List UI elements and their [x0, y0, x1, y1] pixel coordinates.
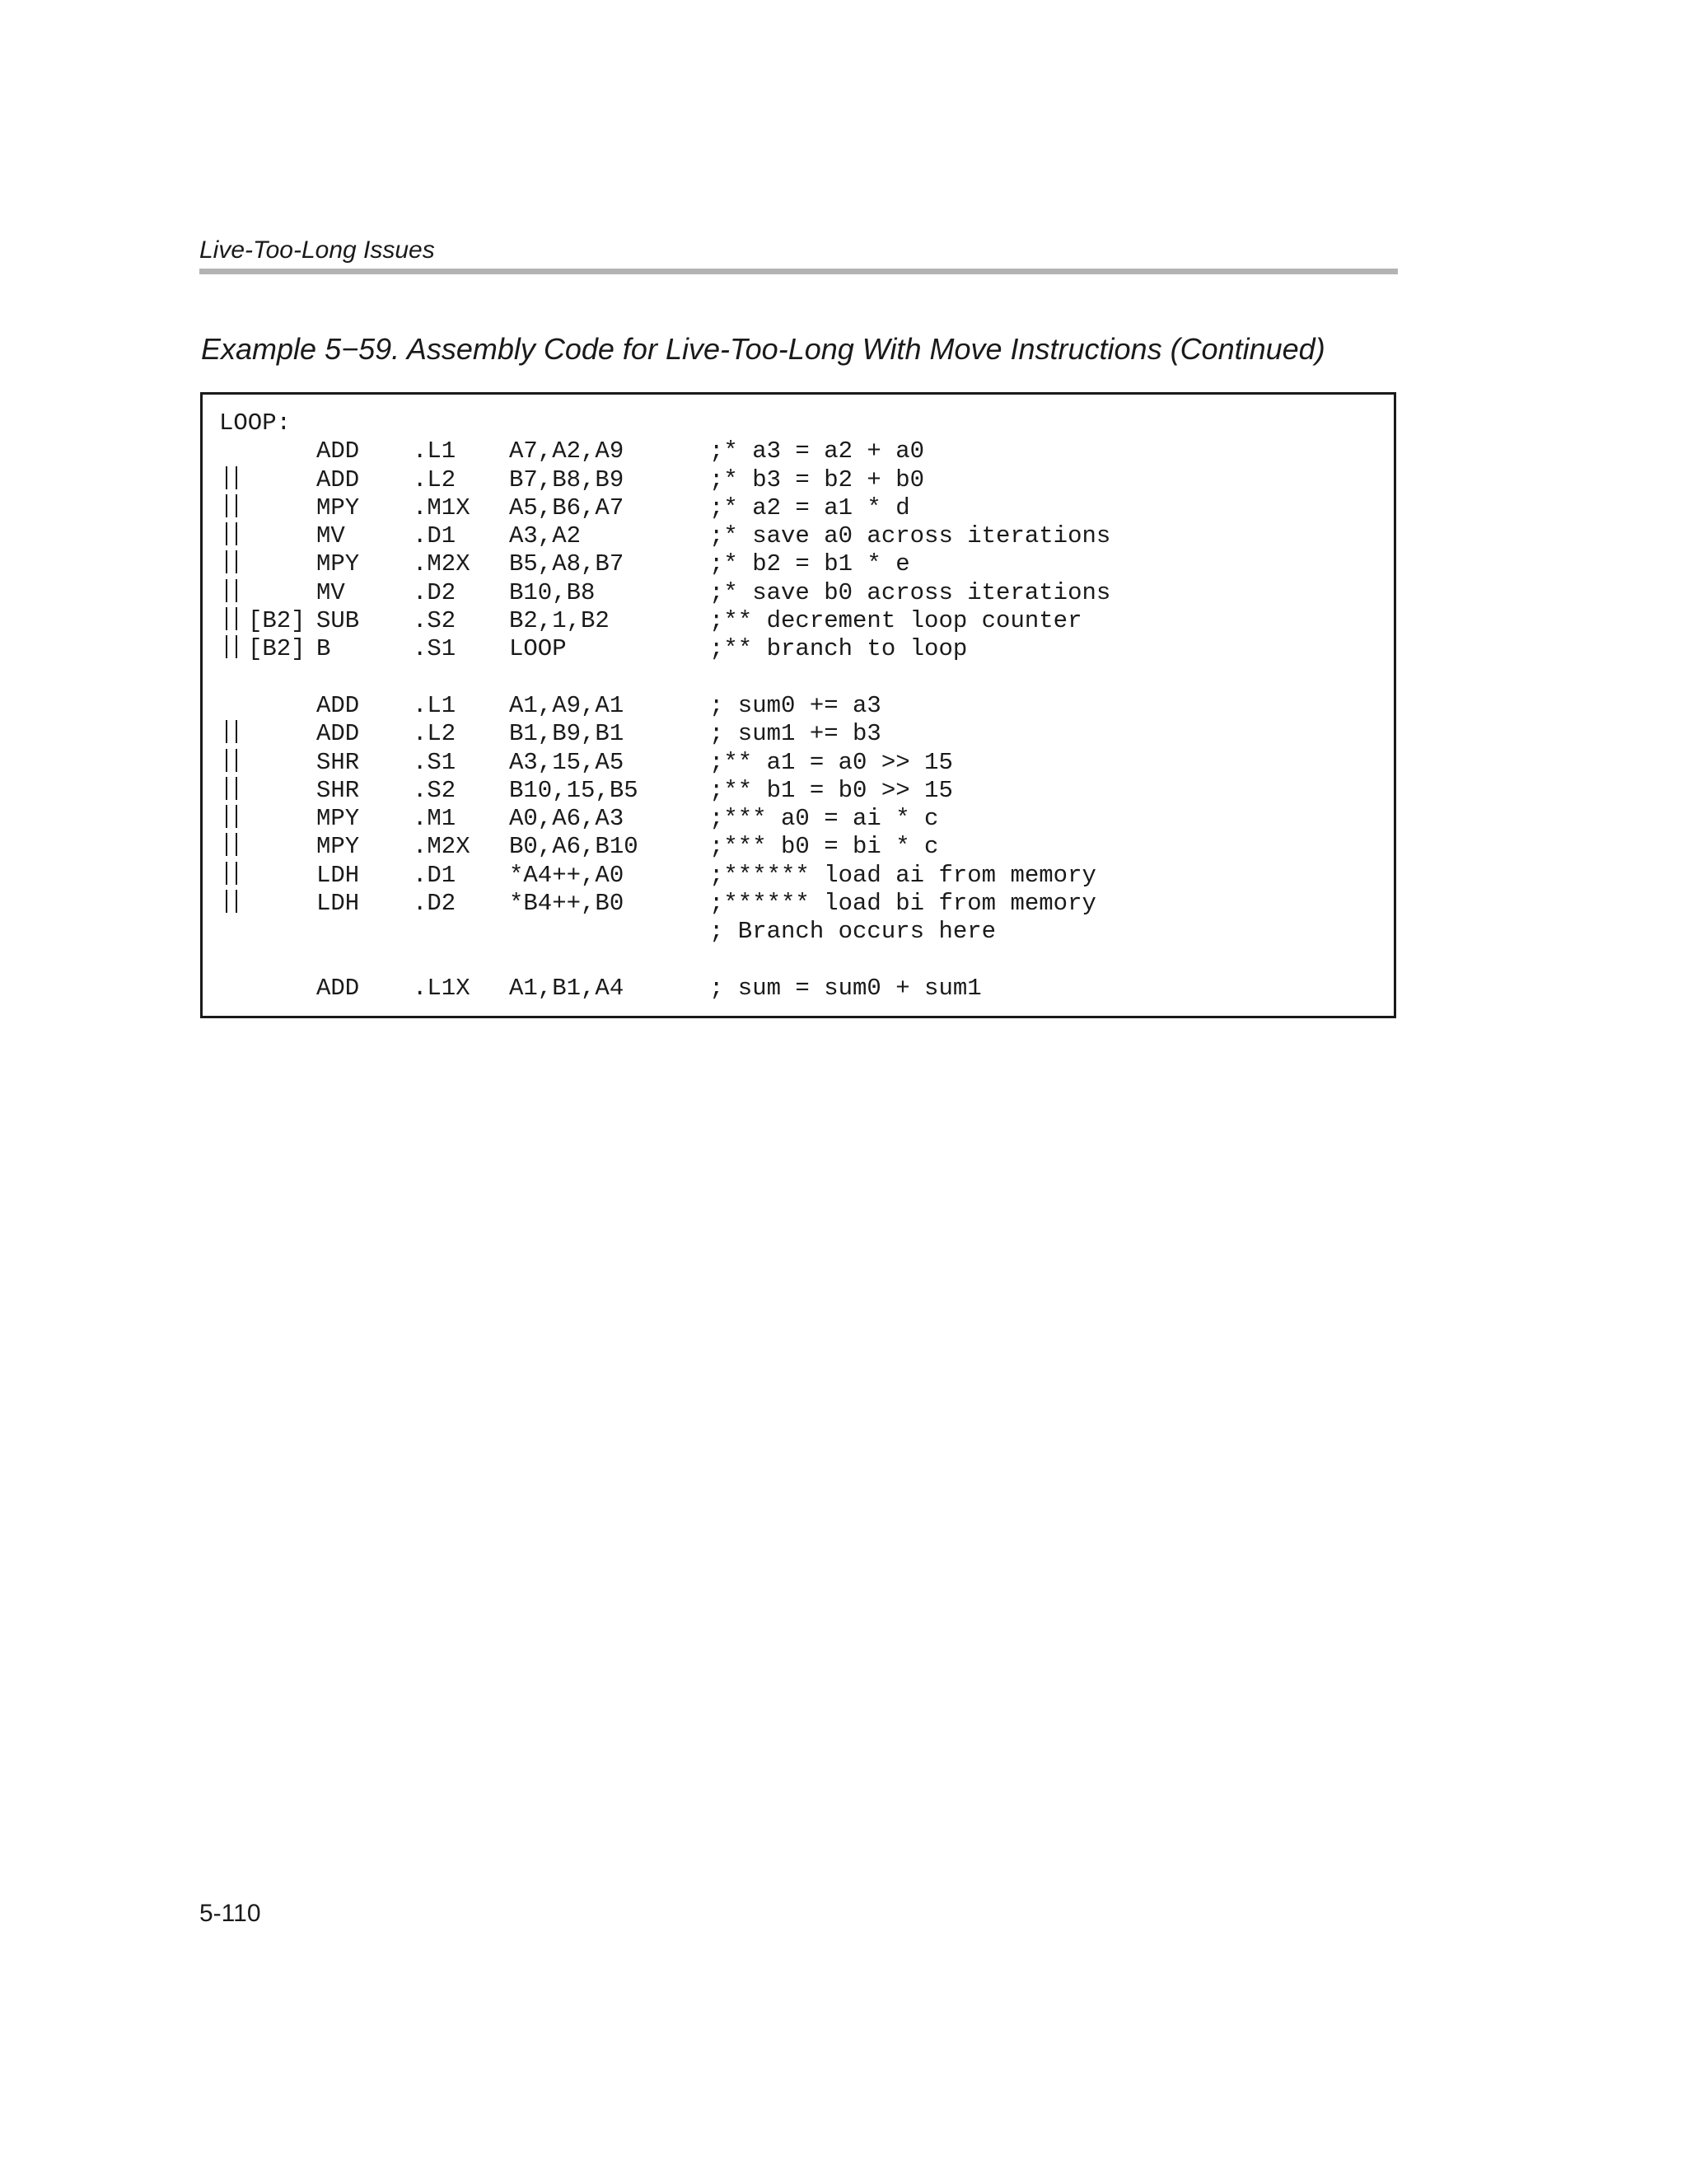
comment: ;****** load ai from memory [709, 861, 1096, 889]
code-line [219, 607, 1082, 635]
code-line [219, 748, 953, 777]
parallel-bars-icon [226, 777, 237, 800]
comment: ;*** a0 = ai * c [709, 805, 939, 833]
code-label-line [219, 409, 305, 437]
functional-unit: .D2 [413, 890, 456, 918]
comment: ;** branch to loop [709, 635, 968, 663]
operands: A3,A2 [509, 522, 582, 550]
code-line [219, 833, 939, 861]
parallel-bars-icon [226, 749, 237, 772]
code-listing-box [200, 392, 1396, 1018]
code-line [219, 550, 910, 578]
parallel-bars-icon [226, 890, 237, 913]
parallel-bars-icon [226, 466, 237, 489]
operands: A5,B6,A7 [509, 493, 624, 521]
parallel-bars-icon [226, 522, 237, 545]
code-line [219, 805, 939, 833]
operands: A3,15,A5 [509, 748, 624, 776]
functional-unit: .M1 [413, 805, 456, 833]
operands: A1,B1,A4 [509, 974, 624, 1002]
opcode: ADD [316, 974, 360, 1002]
code-line [219, 635, 968, 663]
condition-register: [B2] [248, 635, 306, 663]
opcode: MPY [316, 805, 360, 833]
parallel-bars-icon [226, 635, 237, 658]
functional-unit: .S2 [413, 607, 456, 635]
comment: ; sum = sum0 + sum1 [709, 974, 982, 1002]
operands: B7,B8,B9 [509, 465, 624, 493]
functional-unit: .L2 [413, 720, 456, 748]
opcode: SHR [316, 776, 360, 804]
opcode: LDH [316, 861, 360, 889]
comment: ;* b2 = b1 * e [709, 550, 910, 578]
loop-label: LOOP: [219, 409, 292, 437]
operands: B2,1,B2 [509, 607, 610, 635]
opcode: MPY [316, 550, 360, 578]
code-line [219, 720, 881, 748]
functional-unit: .S1 [413, 748, 456, 776]
opcode: B [316, 635, 331, 663]
functional-unit: .M2X [413, 833, 470, 861]
operands: A7,A2,A9 [509, 437, 624, 465]
functional-unit: .L1 [413, 691, 456, 719]
comment: ;* save b0 across iterations [709, 578, 1111, 606]
comment: ; Branch occurs here [709, 918, 997, 946]
opcode: ADD [316, 437, 360, 465]
parallel-bars-icon [226, 862, 237, 885]
operands: *B4++,B0 [509, 890, 624, 918]
parallel-bars-icon [226, 805, 237, 828]
opcode: ADD [316, 691, 360, 719]
comment: ;* a3 = a2 + a0 [709, 437, 925, 465]
comment: ; sum1 += b3 [709, 720, 881, 748]
opcode: MV [316, 578, 345, 606]
functional-unit: .D1 [413, 522, 456, 550]
functional-unit: .D2 [413, 578, 456, 606]
condition-register: [B2] [248, 607, 306, 635]
functional-unit: .D1 [413, 861, 456, 889]
blank-line [219, 947, 305, 975]
comment: ; sum0 += a3 [709, 691, 881, 719]
parallel-bars-icon [226, 607, 237, 630]
opcode: ADD [316, 465, 360, 493]
operands: B10,15,B5 [509, 776, 638, 804]
code-line [219, 974, 982, 1003]
comment: ;** decrement loop counter [709, 607, 1082, 635]
functional-unit: .M1X [413, 493, 470, 521]
comment: ;* a2 = a1 * d [709, 493, 910, 521]
opcode: MPY [316, 833, 360, 861]
code-line [219, 861, 1096, 890]
opcode: MPY [316, 493, 360, 521]
running-head: Live-Too-Long Issues [199, 236, 435, 264]
blank-line [219, 664, 305, 692]
code-line [219, 890, 1096, 918]
operands: A0,A6,A3 [509, 805, 624, 833]
code-line [219, 776, 953, 805]
code-line [219, 465, 925, 494]
parallel-bars-icon [226, 720, 237, 743]
example-title: Example 5−59. Assembly Code for Live-Too-Long With Move Instructions (Continued) [201, 332, 1325, 366]
header-rule [199, 269, 1398, 274]
operands: B1,B9,B1 [509, 720, 624, 748]
functional-unit: .L2 [413, 465, 456, 493]
code-line [219, 578, 1111, 607]
functional-unit: .S1 [413, 635, 456, 663]
parallel-bars-icon [226, 833, 237, 856]
comment: ;* save a0 across iterations [709, 522, 1111, 550]
comment: ;** a1 = a0 >> 15 [709, 748, 953, 776]
operands: A1,A9,A1 [509, 691, 624, 719]
code-line [219, 437, 925, 465]
code-line [219, 493, 910, 522]
functional-unit: .L1X [413, 974, 470, 1002]
opcode: SUB [316, 607, 360, 635]
comment: ;** b1 = b0 >> 15 [709, 776, 953, 804]
operands: LOOP [509, 635, 567, 663]
comment: ;****** load bi from memory [709, 890, 1096, 918]
operands: B0,A6,B10 [509, 833, 638, 861]
operands: *A4++,A0 [509, 861, 624, 889]
comment: ;* b3 = b2 + b0 [709, 465, 925, 493]
functional-unit: .L1 [413, 437, 456, 465]
opcode: SHR [316, 748, 360, 776]
code-line [219, 691, 881, 720]
operands: B10,B8 [509, 578, 596, 606]
functional-unit: .M2X [413, 550, 470, 578]
page-number: 5-110 [199, 1900, 261, 1927]
opcode: MV [316, 522, 345, 550]
functional-unit: .S2 [413, 776, 456, 804]
parallel-bars-icon [226, 550, 237, 573]
opcode: LDH [316, 890, 360, 918]
code-listing [219, 409, 1111, 1003]
operands: B5,A8,B7 [509, 550, 624, 578]
parallel-bars-icon [226, 494, 237, 517]
opcode: ADD [316, 720, 360, 748]
comment: ;*** b0 = bi * c [709, 833, 939, 861]
parallel-bars-icon [226, 579, 237, 602]
code-line [219, 918, 997, 946]
code-line [219, 522, 1111, 550]
